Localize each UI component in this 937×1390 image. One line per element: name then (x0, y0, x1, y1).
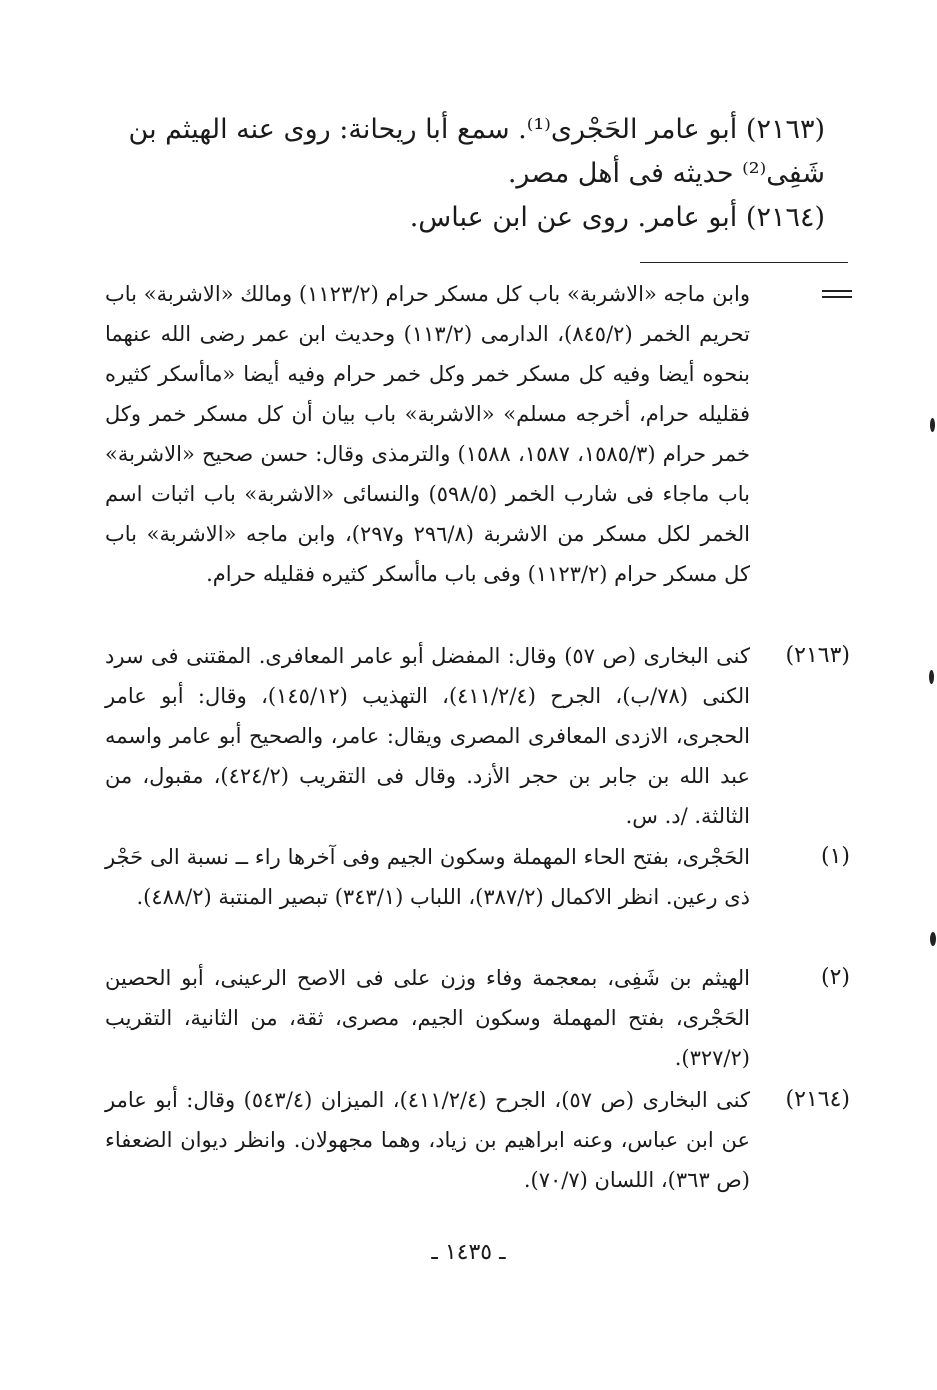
footnote-number: (٢١٦٤) (785, 1087, 850, 1112)
footnote-divider (640, 262, 848, 263)
footnote-2163 (105, 636, 850, 836)
footnote-continuation-text: وابن ماجه «الاشربة» باب كل مسكر حرام (١١٢٣/٢) ومالك «الاشربة» باب تحريم الخمر (٨٤٥/٢)، الدارمى (١١٣/٢) وحديث ابن عمر رضى الله عنهما بنحوه أيضا وفيه كل مسكر خمر وكل خمر حرام وفيه أيضا «ماأسكر كثيره فقليله حرام، أخرجه مسلم» «الاشربة» باب بيان أن كل مسكر خمر وكل خمر حرام (١٥٨٥/٣، ١٥٨٧، ١٥٨٨) والترمذى وقال: حسن صحيح «الاشربة» باب ماجاء فى شارب الخمر (٥٩٨/٥) والنسائى «الاشربة» باب اثبات اسم الخمر لكل مسكر من الاشربة (٢٩٦/٨ و٢٩٧)، وابن ماجه «الاشربة» باب كل مسكر حرام (١١٢٣/٢) وفى باب ماأسكر كثيره فقليله حرام. (105, 282, 750, 586)
scan-edge-mark (929, 670, 934, 684)
entry-2163-line1: (٢١٦٣) أبو عامر الحَجْرى⁽¹⁾. سمع أبا ريحانة: روى عنه الهيثم بن (128, 114, 825, 145)
footnote-text: الحَجْرى، بفتح الحاء المهملة وسكون الجيم وفى آخرها راء ــ نسبة الى حَجْر ذى رعين. انظر الاكمال (٣٨٧/٢)، اللباب (٣٤٣/١) تبصير المنتبة (٤٨٨/٢). (105, 845, 750, 909)
footnote-text: كنى البخارى (ص ٥٧) وقال: المفضل أبو عامر المعافرى. المقتنى فى سرد الكنى (٧٨/ب)، الجرح (٤١١/٢/٤)، التهذيب (١٤٥/١٢)، وقال: أبو عامر الحجرى، الازدى المعافرى المصرى ويقال: عامر، والصحيح أبو عامر واسمه عبد الله بن جابر بن حجر الأزد. وقال فى التقريب (٤٢٤/٢)، مقبول، من الثالثة. /د. س. (105, 644, 751, 828)
footnote-2 (105, 958, 850, 1078)
footnote-number: (١) (820, 844, 850, 869)
footnote-number: (٢١٦٣) (785, 643, 850, 668)
main-text (105, 108, 825, 240)
entry-2164: (٢١٦٤) أبو عامر. روى عن ابن عباس. (409, 202, 825, 233)
footnote-1 (105, 837, 850, 917)
scan-edge-mark (930, 418, 935, 432)
page-number: ـ ١٤٣٥ ـ (431, 1240, 506, 1265)
footnote-number: (٢) (820, 965, 850, 990)
footnote-text: كنى البخارى (ص ٥٧)، الجرح (٤١١/٢/٤)، الميزان (٥٤٣/٤) وقال: أبو عامر عن ابن عباس، وعنه ابراهيم بن زياد، وهما مجهولان. وانظر ديوان الضعفاء (ص ٣٦٣)، اللسان (٧٠/٧). (105, 1088, 750, 1192)
entry-2163-line2: شَفِى⁽²⁾ حديثه فى أهل مصر. (507, 158, 825, 189)
footnote-text: الهيثم بن شَفِى، بمعجمة وفاء وزن على فى الاصح الرعينى، أبو الحصين الحَجْرى، بفتح المهملة وسكون الجيم، مصرى، ثقة، من الثانية، التقريب (٣٢٧/٢). (105, 966, 750, 1070)
footnote-2164 (105, 1080, 850, 1200)
footnote-continuation (105, 274, 850, 594)
scan-edge-mark (930, 932, 936, 946)
